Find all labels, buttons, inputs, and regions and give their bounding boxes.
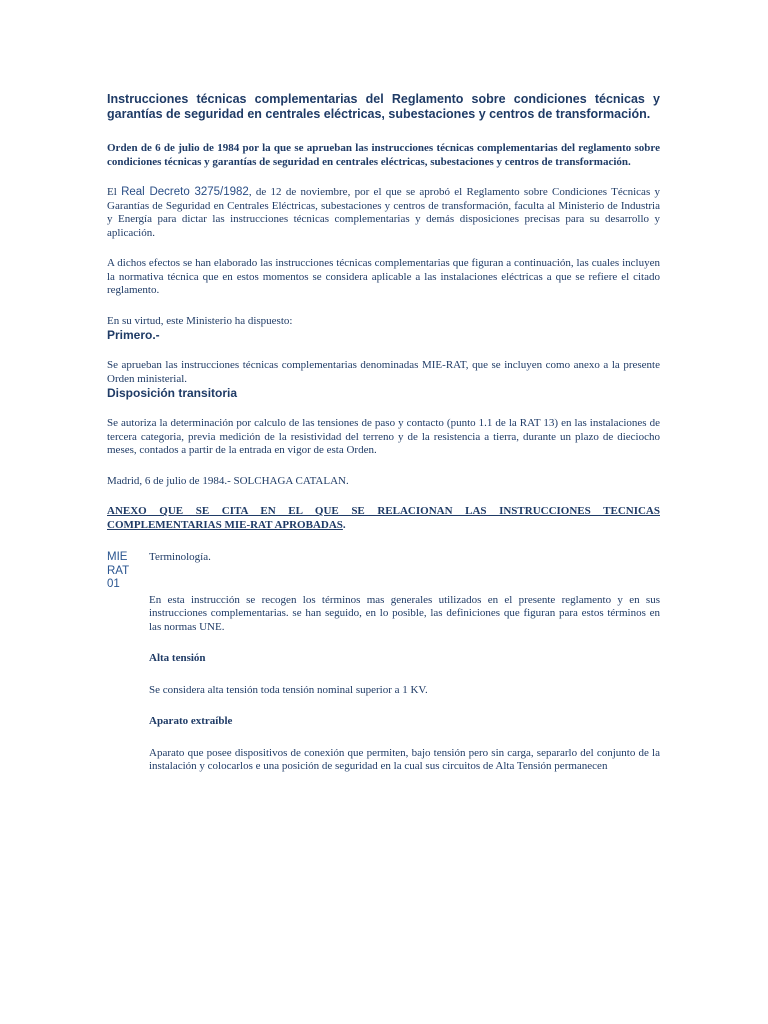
paragraph-continuation: , de 12 de noviembre, por el que se aprobó el Reglamento sobre Condiciones Técnicas y Garantías de Seguridad en Centrales Eléctricas, subestaciones y centros de transformación, faculta al Ministerio de Industria y Energía para dictar las instrucciones técnicas complementarias y demás disposiciones precisas para su desarrollo y aplicación. [107, 186, 661, 239]
anexo-heading [107, 505, 660, 532]
paragraph-firma: Madrid, 6 de julio de 1984.- SOLCHAGA CATALAN. [107, 474, 349, 487]
paragraph-virtud: En su virtud, este Ministerio ha dispuesto: [107, 314, 293, 327]
instruction-body [149, 551, 660, 774]
term-aparato-extraible: Aparato extraíble [149, 715, 233, 727]
term-alta-tension: Alta tensión [149, 652, 206, 664]
instruction-code[interactable] [107, 551, 137, 592]
real-decreto-link[interactable]: Real Decreto 3275/1982 [121, 186, 249, 198]
paragraph-aprueban: Se aprueban las instrucciones técnicas complementarias denominadas MIE-RAT, que se incluyen como anexo a la presente Orden ministerial. [107, 359, 660, 385]
paragraph-efectos: A dichos efectos se han elaborado las instrucciones técnicas complementarias que figuran a continuación, las cuales incluyen la normativa técnica que en estos momentos se considera aplicable a las instalaciones eléctricas a que se refiere el citado reglamento. [107, 257, 660, 296]
anexo-period: . [342, 518, 346, 531]
definition-alta-tension: Se considera alta tensión toda tensión nominal superior a 1 KV. [149, 683, 428, 696]
document-page [107, 92, 660, 774]
definition-aparato-extraible: Aparato que posee dispositivos de conexión que permiten, bajo tensión pero sin carga, separarlo del conjunto de la instalación y colocarlos e una posición de seguridad en la cual sus circuitos de Alta Tensión permanecen [149, 746, 660, 772]
paragraph-real-decreto [107, 186, 660, 240]
heading-primero: Primero.- [107, 328, 160, 342]
code-line: MIE [107, 551, 128, 563]
orden-summary: Orden de 6 de julio de 1984 por la que se aprueban las instrucciones técnicas complementarias del reglamento sobre condiciones técnicas y garantías de seguridad en centrales eléctricas, subestaciones y centros de transformación. [107, 142, 660, 168]
heading-disposicion-transitoria: Disposición transitoria [107, 386, 238, 400]
anexo-heading-text: ANEXO QUE SE CITA EN EL QUE SE RELACIONAN LAS INSTRUCCIONES TECNICAS COMPLEMENTARIAS MIE-RAT APROBADAS [107, 505, 660, 531]
code-line: 01 [107, 578, 120, 590]
instruction-intro: En esta instrucción se recogen los términos mas generales utilizados en el presente reglamento y en sus instrucciones complementarias. se han seguido, en lo posible, las definiciones que figuran para estos términos en las normas UNE. [149, 593, 660, 633]
code-line: RAT [107, 564, 130, 577]
document-title: Instrucciones técnicas complementarias del Reglamento sobre condiciones técnicas y garantías de seguridad en centrales eléctricas, subestaciones y centros de transformación. [107, 92, 660, 121]
paragraph-autoriza: Se autoriza la determinación por calculo de las tensiones de paso y contacto (punto 1.1 de la RAT 13) en las instalaciones de tercera categoria, previa medición de la resistividad del terreno y de la resistencia a tierra, durante un plazo de dieciocho meses, contados a partir de la entrada en vigor de esta Orden. [107, 417, 660, 456]
paragraph-lead: El [107, 186, 117, 198]
instruction-mie-rat-01 [107, 551, 660, 774]
instruction-name: Terminología. [149, 551, 211, 563]
